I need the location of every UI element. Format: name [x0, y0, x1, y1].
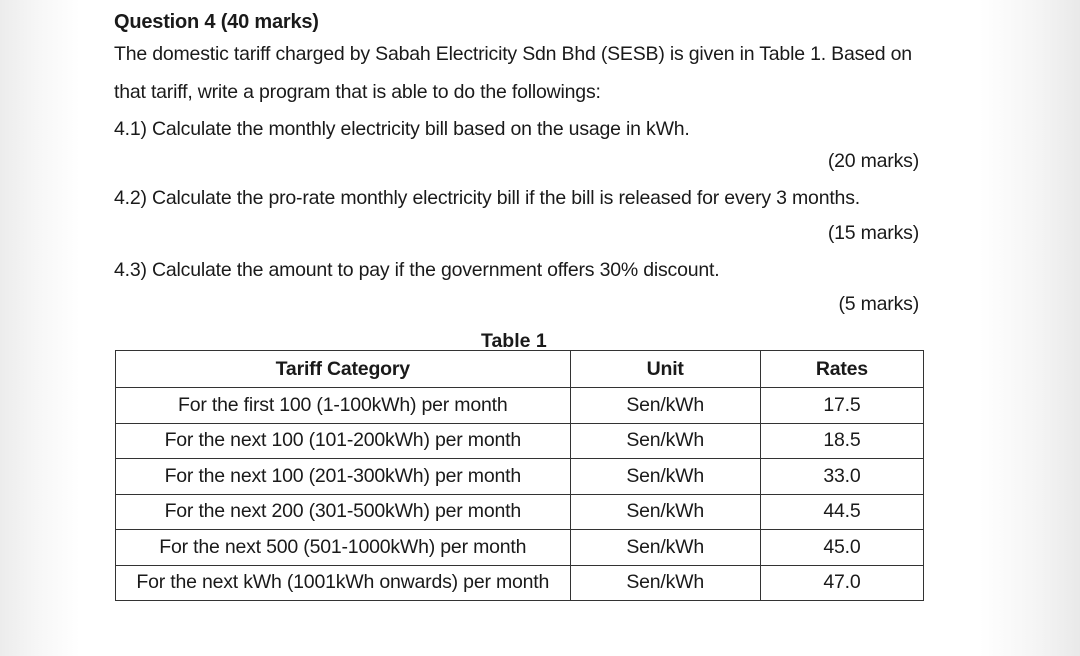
unit-cell: Sen/kWh	[570, 565, 760, 601]
unit-cell: Sen/kWh	[570, 423, 760, 459]
tariff-category-cell: For the next 500 (501-1000kWh) per month	[116, 530, 571, 566]
table-header-row	[116, 351, 924, 388]
rate-cell: 18.5	[760, 423, 923, 459]
part-4-1-text: 4.1) Calculate the monthly electricity bill based on the usage in kWh.	[114, 118, 690, 140]
header-unit: Unit	[570, 351, 760, 388]
table-row	[116, 494, 924, 530]
header-tariff-category: Tariff Category	[116, 351, 571, 388]
table-title: Table 1	[481, 330, 547, 352]
unit-cell: Sen/kWh	[570, 459, 760, 495]
rate-cell: 47.0	[760, 565, 923, 601]
part-4-1-marks: (20 marks)	[827, 150, 919, 172]
table-row	[116, 565, 924, 601]
tariff-category-cell: For the first 100 (1-100kWh) per month	[116, 388, 571, 424]
table-row	[116, 388, 924, 424]
rate-cell: 44.5	[760, 494, 923, 530]
table-row	[116, 530, 924, 566]
tariff-category-cell: For the next 100 (201-300kWh) per month	[116, 459, 571, 495]
tariff-category-cell: For the next kWh (1001kWh onwards) per month	[116, 565, 571, 601]
rate-cell: 33.0	[760, 459, 923, 495]
question-heading: Question 4 (40 marks)	[114, 11, 319, 33]
intro-line-1: The domestic tariff charged by Sabah Electricity Sdn Bhd (SESB) is given in Table 1. Based on	[114, 43, 912, 65]
tariff-table	[115, 350, 924, 601]
table-row	[116, 423, 924, 459]
tariff-category-cell: For the next 200 (301-500kWh) per month	[116, 494, 571, 530]
header-rates: Rates	[760, 351, 923, 388]
unit-cell: Sen/kWh	[570, 530, 760, 566]
rate-cell: 45.0	[760, 530, 923, 566]
part-4-3-text: 4.3) Calculate the amount to pay if the government offers 30% discount.	[114, 259, 720, 281]
part-4-3-marks: (5 marks)	[838, 293, 919, 315]
unit-cell: Sen/kWh	[570, 494, 760, 530]
tariff-category-cell: For the next 100 (101-200kWh) per month	[116, 423, 571, 459]
part-4-2-marks: (15 marks)	[827, 222, 919, 244]
unit-cell: Sen/kWh	[570, 388, 760, 424]
rate-cell: 17.5	[760, 388, 923, 424]
table-row	[116, 459, 924, 495]
part-4-2-text: 4.2) Calculate the pro-rate monthly electricity bill if the bill is released for every 3 months.	[114, 187, 860, 209]
intro-line-2: that tariff, write a program that is able to do the followings:	[114, 81, 601, 103]
